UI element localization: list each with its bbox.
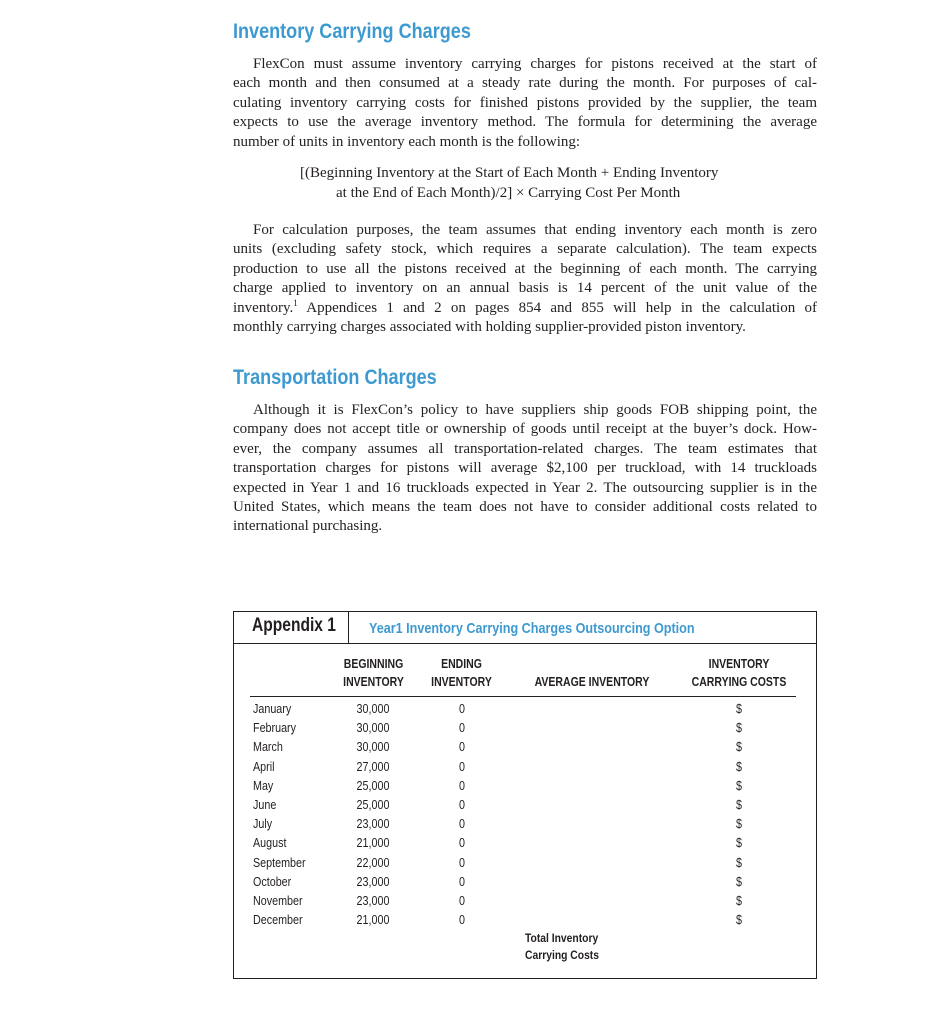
header-rule xyxy=(250,696,796,697)
transport-paragraph xyxy=(233,401,817,537)
col-header-beginning-inventory xyxy=(342,655,405,691)
col-header-carrying-costs xyxy=(684,655,793,691)
header-line: INVENTORY xyxy=(708,657,770,671)
col-header-average-inventory xyxy=(533,673,651,691)
text-line: expects to use the average inventory method. The formula for determining the average xyxy=(233,114,817,131)
carrying-cost-cell: $ xyxy=(736,874,742,889)
month-cell: May xyxy=(253,778,274,793)
formula-line: at the End of Each Month)/2] × Carrying Cost Per Month xyxy=(336,185,681,201)
beginning-inventory-cell: 30,000 xyxy=(356,721,390,736)
total-carrying-costs-label xyxy=(525,930,599,964)
text-line: number of units in inventory each month is the following: xyxy=(233,133,581,150)
text-line: company does not accept title or ownership of goods until receipt at the buyer’s dock. How- xyxy=(233,421,817,438)
text-line: charge applied to inventory on an annual basis is 14 percent of the unit value of the xyxy=(233,280,817,297)
total-label-line: Total Inventory xyxy=(525,931,599,945)
text-line: international purchasing. xyxy=(233,518,383,535)
ending-inventory-cell: 0 xyxy=(459,894,465,908)
text-fragment: Appendices 1 and 2 on pages 854 and 855 will help in the calculation of xyxy=(306,299,817,316)
ending-inventory-cell: 0 xyxy=(459,836,465,851)
header-line: INVENTORY xyxy=(431,675,492,689)
text-line: Although it is FlexCon’s policy to have suppliers ship goods FOB shipping point, the xyxy=(253,402,817,418)
ending-inventory-cell: 0 xyxy=(459,740,465,755)
average-inventory-formula xyxy=(233,163,817,203)
carrying-cost-cell: $ xyxy=(736,817,742,832)
month-cell: April xyxy=(253,759,275,774)
ending-inventory-cell: 0 xyxy=(459,874,465,889)
beginning-inventory-cell: 30,000 xyxy=(356,740,390,755)
carrying-cost-cell: $ xyxy=(736,702,742,716)
appendix-tab-label: Appendix 1 xyxy=(252,615,336,636)
beginning-inventory-cell: 21,000 xyxy=(356,836,390,851)
appendix-header xyxy=(234,612,816,644)
month-cell: August xyxy=(253,836,287,851)
beginning-inventory-cell: 25,000 xyxy=(356,798,390,812)
beginning-inventory-cell: 22,000 xyxy=(356,855,390,870)
transport-heading: Transportation Charges xyxy=(233,366,437,389)
ending-inventory-cell: 0 xyxy=(459,721,465,736)
carrying-cost-cell: $ xyxy=(736,740,742,755)
text-line: each month and then consumed at a steady rate during the month. For purposes of cal- xyxy=(233,75,817,92)
inventory-paragraph-2 xyxy=(233,221,817,337)
carrying-cost-cell: $ xyxy=(736,778,742,793)
ending-inventory-cell: 0 xyxy=(459,855,465,870)
carrying-cost-cell: $ xyxy=(736,836,742,851)
col-header-ending-inventory xyxy=(430,655,493,691)
ending-inventory-cell: 0 xyxy=(459,817,465,832)
beginning-inventory-cell: 21,000 xyxy=(356,913,390,928)
beginning-inventory-cell: 23,000 xyxy=(356,817,390,832)
ending-inventory-cell: 0 xyxy=(459,759,465,774)
inventory-paragraph-1 xyxy=(233,55,817,152)
carrying-cost-cell: $ xyxy=(736,798,742,812)
month-cell: September xyxy=(253,855,306,870)
text-fragment: inventory. xyxy=(233,299,294,316)
inventory-heading: Inventory Carrying Charges xyxy=(233,20,471,43)
total-label-line: Carrying Costs xyxy=(525,948,599,962)
ending-inventory-cell: 0 xyxy=(459,913,465,928)
appendix-tab xyxy=(234,612,349,643)
month-cell: November xyxy=(253,894,303,908)
beginning-inventory-cell: 23,000 xyxy=(356,894,390,908)
text-line: United States, which means the team does not have to consider additional costs related to xyxy=(233,499,817,516)
month-cell: December xyxy=(253,913,303,928)
text-line xyxy=(233,299,817,318)
month-cell: July xyxy=(253,817,273,832)
text-line: transportation charges for pistons will average $2,100 per truckload, with 14 truckloads xyxy=(233,460,817,477)
footnote-marker: 1 xyxy=(293,297,298,308)
text-line: expected in Year 1 and 16 truckloads expected in Year 2. The outsourcing supplier is in the xyxy=(233,479,817,496)
beginning-inventory-cell: 23,000 xyxy=(356,874,390,889)
carrying-cost-cell: $ xyxy=(736,759,742,774)
text-line: For calculation purposes, the team assumes that ending inventory each month is zero xyxy=(253,222,817,238)
beginning-inventory-cell: 30,000 xyxy=(356,702,390,716)
text-line: production to use all the pistons received at the beginning of each month. The carrying xyxy=(233,260,817,277)
beginning-inventory-cell: 25,000 xyxy=(356,778,390,793)
carrying-cost-cell: $ xyxy=(736,721,742,736)
text-line: monthly carrying charges associated with holding supplier-provided piston inventory. xyxy=(233,319,746,336)
carrying-cost-cell: $ xyxy=(736,855,742,870)
text-line: units (excluding safety stock, which requires a separate calculation). The team expects xyxy=(233,241,817,258)
header-line: INVENTORY xyxy=(343,675,404,689)
header-line: BEGINNING xyxy=(343,657,404,671)
header-line: CARRYING COSTS xyxy=(691,675,787,689)
month-cell: June xyxy=(253,798,277,812)
month-cell: January xyxy=(253,702,292,716)
carrying-cost-cell: $ xyxy=(736,894,742,908)
formula-line: [(Beginning Inventory at the Start of Each Month + Ending Inventory xyxy=(300,165,719,181)
appendix-1-table xyxy=(233,611,817,979)
text-line: culating inventory carrying costs for finished pistons provided by the supplier, the team xyxy=(233,94,817,111)
text-line: FlexCon must assume inventory carrying charges for pistons received at the start of xyxy=(253,56,817,72)
beginning-inventory-cell: 27,000 xyxy=(356,759,390,774)
ending-inventory-cell: 0 xyxy=(459,702,465,716)
ending-inventory-cell: 0 xyxy=(459,778,465,793)
month-cell: October xyxy=(253,874,292,889)
header-line: ENDING xyxy=(441,657,482,671)
header-line: AVERAGE INVENTORY xyxy=(534,675,650,689)
text-line: ever, the company assumes all transportation-related charges. The team estimates that xyxy=(233,440,817,457)
month-cell: February xyxy=(253,721,297,736)
carrying-cost-cell: $ xyxy=(736,913,742,928)
appendix-title: Year1 Inventory Carrying Charges Outsourcing Option xyxy=(369,620,695,637)
ending-inventory-cell: 0 xyxy=(459,798,465,812)
month-cell: March xyxy=(253,740,283,755)
